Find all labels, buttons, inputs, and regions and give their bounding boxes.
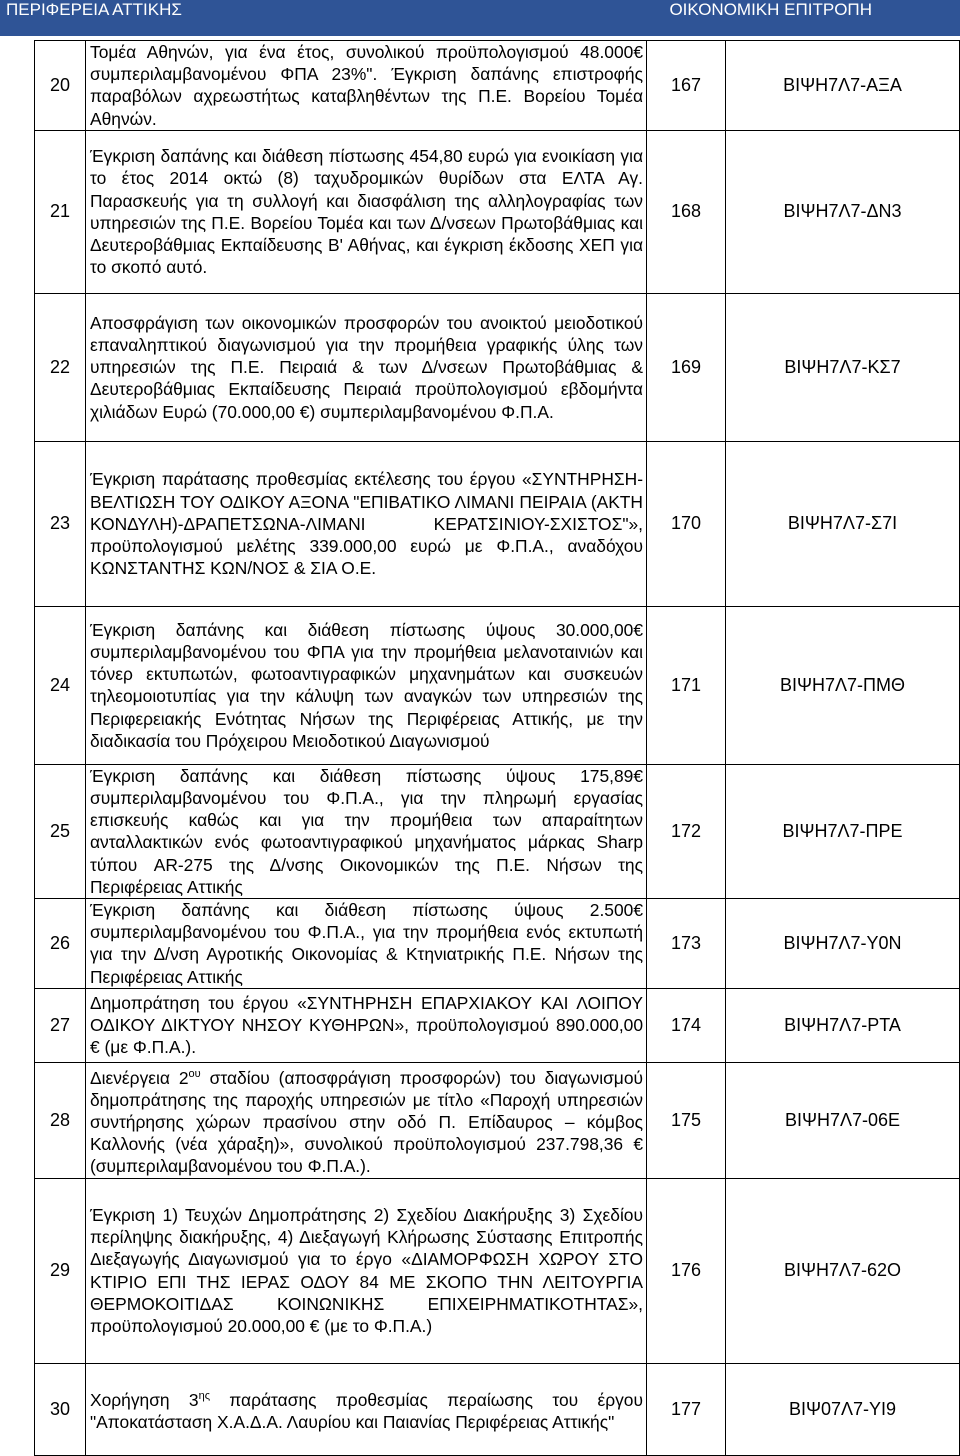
- ada-code: ΒΙΨΗ7Λ7-62Ο: [726, 1178, 960, 1363]
- ada-code: ΒΙΨΗ7Λ7-ΠΜΘ: [726, 606, 960, 764]
- table-row: [35, 41, 960, 131]
- item-description: Αποσφράγιση των οικονομικών προσφορών του ανοικτού μειοδοτικού επαναληπτικού διαγωνισμού για την προμήθεια γραφικής ύλης των υπηρεσιών της Π.Ε. Πειραιά & των Δ/νσεων Πρωτοβάθμιας & Δευτεροβάθμιας Εκπαίδευσης Πειραιά προϋπολογισμού εβδομήντα χιλιάδων Ευρώ (70.000,00 €) συμπεριλαμβανομένου Φ.Π.Α.: [86, 293, 647, 441]
- decision-number: 168: [647, 130, 726, 293]
- item-description: Έγκριση δαπάνης και διάθεση πίστωσης 454,80 ευρώ για ενοικίαση για το έτος 2014 οκτώ (8) ταχυδρομικών θυρίδων στα ΕΛΤΑ Αγ. Παρασκευής για τη συλλογή και διασφάλιση της αλληλογραφίας των υπηρεσιών της Π.Ε. Βορείου Τομέα και των Δ/νσεων Πρωτοβάθμιας και Δευτεροβάθμιας Εκπαίδευσης Β' Αθήνας, και έγκριση έκδοσης ΧΕΠ για το σκοπό αυτό.: [86, 130, 647, 293]
- decision-number: 167: [647, 41, 726, 131]
- decision-number: 169: [647, 293, 726, 441]
- item-description: [86, 1363, 647, 1455]
- decision-number: 173: [647, 899, 726, 989]
- item-description: [86, 1062, 647, 1178]
- item-description: Έγκριση δαπάνης και διάθεση πίστωσης ύψους 30.000,00€ συμπεριλαμβανομένου του ΦΠΑ για την προμήθεια μελανοταινιών και τόνερ εκτυπωτών, φωτοαντιγραφικών μηχανημάτων και συσκευών τηλεομοιοτυπίας για την κάλυψη των αναγκών των υπηρεσιών της Περιφερειακής Ενότητας Νήσων της Περιφέρειας Αττικής, με την διαδικασία του Πρόχειρου Μειοδοτικού Διαγωνισμού: [86, 606, 647, 764]
- item-number: 28: [35, 1062, 86, 1178]
- decision-number: 171: [647, 606, 726, 764]
- item-number: 27: [35, 988, 86, 1062]
- ada-code: ΒΙΨ07Λ7-ΥΙ9: [726, 1363, 960, 1455]
- page-header: [0, 0, 960, 36]
- description-text: Διενέργεια 2: [90, 1067, 189, 1088]
- ada-code: ΒΙΨΗ7Λ7-06Ε: [726, 1062, 960, 1178]
- table-row: [35, 764, 960, 898]
- item-description: Έγκριση 1) Τευχών Δημοπράτησης 2) Σχεδίου Διακήρυξης 3) Σχεδίου περίληψης διακήρυξης, 4) Διεξαγωγή Κλήρωσης Σύστασης Επιτροπής Διεξαγωγής Διαγωνισμού για το έργο «ΔΙΑΜΟΡΦΩΣΗ ΧΩΡΟΥ ΣΤΟ ΚΤΙΡΙΟ ΕΠΙ ΤΗΣ ΙΕΡΑΣ ΟΔΟΥ 84 ΜΕ ΣΚΟΠΟ ΤΗΝ ΛΕΙΤΟΥΡΓΙΑ ΘΕΡΜΟΚΟΙΤΙΔΑΣ ΚΟΙΝΩΝΙΚΗΣ ΕΠΙΧΕΙΡΗΜΑΤΙΚΟΤΗΤΑΣ», προϋπολογισμού 20.000,00 € (με το Φ.Π.Α.): [86, 1178, 647, 1363]
- table-row: [35, 899, 960, 989]
- header-region: ΠΕΡΙΦΕΡΕΙΑ ΑΤΤΙΚΗΣ: [6, 0, 182, 19]
- item-number: 21: [35, 130, 86, 293]
- ada-code: ΒΙΨΗ7Λ7-ΡΤΑ: [726, 988, 960, 1062]
- table-row: [35, 1178, 960, 1363]
- decision-number: 170: [647, 441, 726, 606]
- description-text: Χορήγηση 3: [90, 1389, 199, 1410]
- decision-number: 172: [647, 764, 726, 898]
- ada-code: ΒΙΨΗ7Λ7-Υ0Ν: [726, 899, 960, 989]
- item-description: Δημοπράτηση του έργου «ΣΥΝΤΗΡΗΣΗ ΕΠΑΡΧΙΑΚΟΥ ΚΑΙ ΛΟΙΠΟΥ ΟΔΙΚΟΥ ΔΙΚΤΥΟΥ ΝΗΣΟΥ ΚΥΘΗΡΩΝ», προϋπολογισμού 890.000,00 € (με Φ.Π.Α.).: [86, 988, 647, 1062]
- decision-number: 176: [647, 1178, 726, 1363]
- table-row: [35, 130, 960, 293]
- description-text: σταδίου (αποσφράγιση προσφορών) του διαγωνισμού δημοπράτησης της παροχής υπηρεσιών με τίτλο «Παροχή υπηρεσιών συντήρησης χώρων πρασίνου στην οδό Π. Επίδαυρος – κόμβος Καλλονής (νέα χάραξη)», συνολικού προϋπολογισμού 237.798,36 € (συμπεριλαμβανομένου του Φ.Π.Α.).: [90, 1067, 644, 1177]
- table-row: [35, 1062, 960, 1178]
- decisions-table: [34, 40, 960, 1456]
- table-row: [35, 606, 960, 764]
- decision-number: 174: [647, 988, 726, 1062]
- table-row: [35, 1363, 960, 1455]
- item-number: 22: [35, 293, 86, 441]
- ordinal-suffix: ου: [188, 1067, 201, 1080]
- item-number: 29: [35, 1178, 86, 1363]
- decision-number: 177: [647, 1363, 726, 1455]
- item-description: Έγκριση δαπάνης και διάθεση πίστωσης ύψους 175,89€ συμπεριλαμβανομένου του Φ.Π.Α., για την πληρωμή εργασίας επισκευής καθώς και για την προμήθεια των απαραίτητων ανταλλακτικών ενός φωτοαντιγραφικού μηχανήματος μάρκας Sharp τύπου AR-275 της Δ/νσης Οικονομικών της Π.Ε. Νήσων της Περιφέρειας Αττικής: [86, 764, 647, 898]
- item-number: 26: [35, 899, 86, 989]
- item-number: 20: [35, 41, 86, 131]
- table-row: [35, 293, 960, 441]
- item-description: Τομέα Αθηνών, για ένα έτος, συνολικού προϋπολογισμού 48.000€ συμπεριλαμβανομένου ΦΠΑ 23%". Έγκριση δαπάνης επιστροφής παραβόλων αχρεωστήτως καταβληθέντων της Π.Ε. Βορείου Τομέα Αθηνών.: [86, 41, 647, 131]
- item-number: 30: [35, 1363, 86, 1455]
- table-row: [35, 441, 960, 606]
- item-number: 25: [35, 764, 86, 898]
- ada-code: ΒΙΨΗ7Λ7-ΑΞΑ: [726, 41, 960, 131]
- item-description: Έγκριση δαπάνης και διάθεση πίστωσης ύψους 2.500€ συμπεριλαμβανομένου του Φ.Π.Α., για την προμήθεια ενός εκτυπωτή για την Δ/νση Αγροτικής Οικονομίας & Κτηνιατρικής Π.Ε. Νήσων της Περιφέρειας Αττικής: [86, 899, 647, 989]
- ada-code: ΒΙΨΗ7Λ7-ΔΝ3: [726, 130, 960, 293]
- header-committee: ΟΙΚΟΝΟΜΙΚΗ ΕΠΙΤΡΟΠΗ: [669, 0, 872, 19]
- item-number: 24: [35, 606, 86, 764]
- ada-code: ΒΙΨΗ7Λ7-Σ7Ι: [726, 441, 960, 606]
- decision-number: 175: [647, 1062, 726, 1178]
- ada-code: ΒΙΨΗ7Λ7-ΚΣ7: [726, 293, 960, 441]
- ada-code: ΒΙΨΗ7Λ7-ΠΡΕ: [726, 764, 960, 898]
- table-row: [35, 988, 960, 1062]
- ordinal-suffix: ης: [198, 1390, 210, 1403]
- item-description: Έγκριση παράτασης προθεσμίας εκτέλεσης του έργου «ΣΥΝΤΗΡΗΣΗ-ΒΕΛΤΙΩΣΗ ΤΟΥ ΟΔΙΚΟΥ ΑΞΟΝΑ "ΕΠΙΒΑΤΙΚΟ ΛΙΜΑΝΙ ΠΕΙΡΑΙΑ (ΑΚΤΗ ΚΟΝΔΥΛΗ)-ΔΡΑΠΕΤΣΩΝΑ-ΛΙΜΑΝΙ ΚΕΡΑΤΣΙΝΙΟΥ-ΣΧΙΣΤΟΣ"», προϋπολογισμού μελέτης 339.000,00 ευρώ με Φ.Π.Α., αναδόχου ΚΩΝΣΤΑΝΤΗΣ ΚΩΝ/ΝΟΣ & ΣΙΑ Ο.Ε.: [86, 441, 647, 606]
- description-text: παράτασης προθεσμίας περαίωσης του έργου "Αποκατάσταση Χ.Α.Δ.Α. Λαυρίου και Παιανίας Περιφέρειας Αττικής": [90, 1389, 643, 1433]
- item-number: 23: [35, 441, 86, 606]
